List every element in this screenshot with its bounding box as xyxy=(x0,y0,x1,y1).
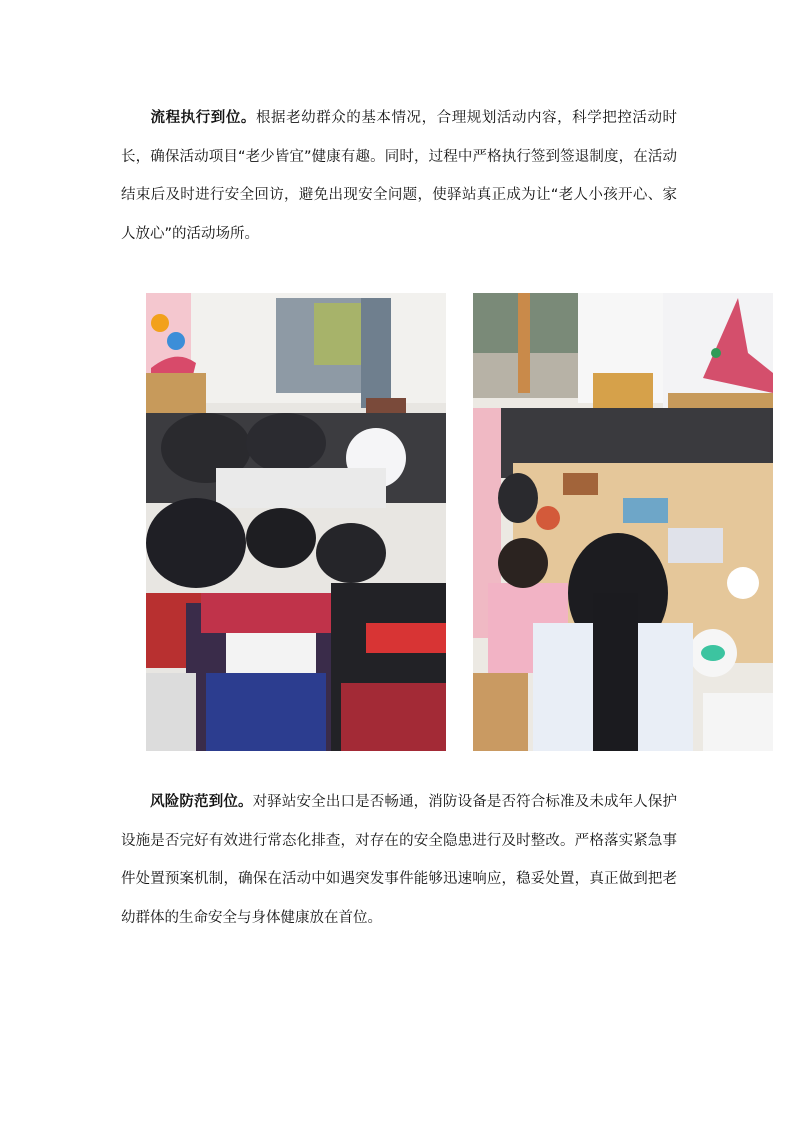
paragraph-lead: 流程执行到位。 xyxy=(150,110,256,126)
paragraph-process xyxy=(121,99,677,253)
activity-photo-left xyxy=(146,293,446,751)
paragraph-lead: 风险防范到位。 xyxy=(150,794,253,810)
paragraph-body: 根据老幼群众的基本情况，合理规划活动内容，科学把控活动时长，确保活动项目“老少皆宜”健康有趣。同时，过程中严格执行签到签退制度，在活动结束后及时进行安全回访，避免出现安全问题，使驿站真正成为让“老人小孩开心、家人放心”的活动场所。 xyxy=(121,110,678,242)
paragraph-body: 对驿站安全出口是否畅通，消防设备是否符合标准及未成年人保护设施是否完好有效进行常态化排查，对存在的安全隐患进行及时整改。严格落实紧急事件处置预案机制，确保在活动中如遇突发事件能够迅速响应，稳妥处置，真正做到把老幼群体的生命安全与身体健康放在首位。 xyxy=(121,794,678,926)
activity-photo-right xyxy=(473,293,773,751)
paragraph-risk xyxy=(121,783,677,937)
